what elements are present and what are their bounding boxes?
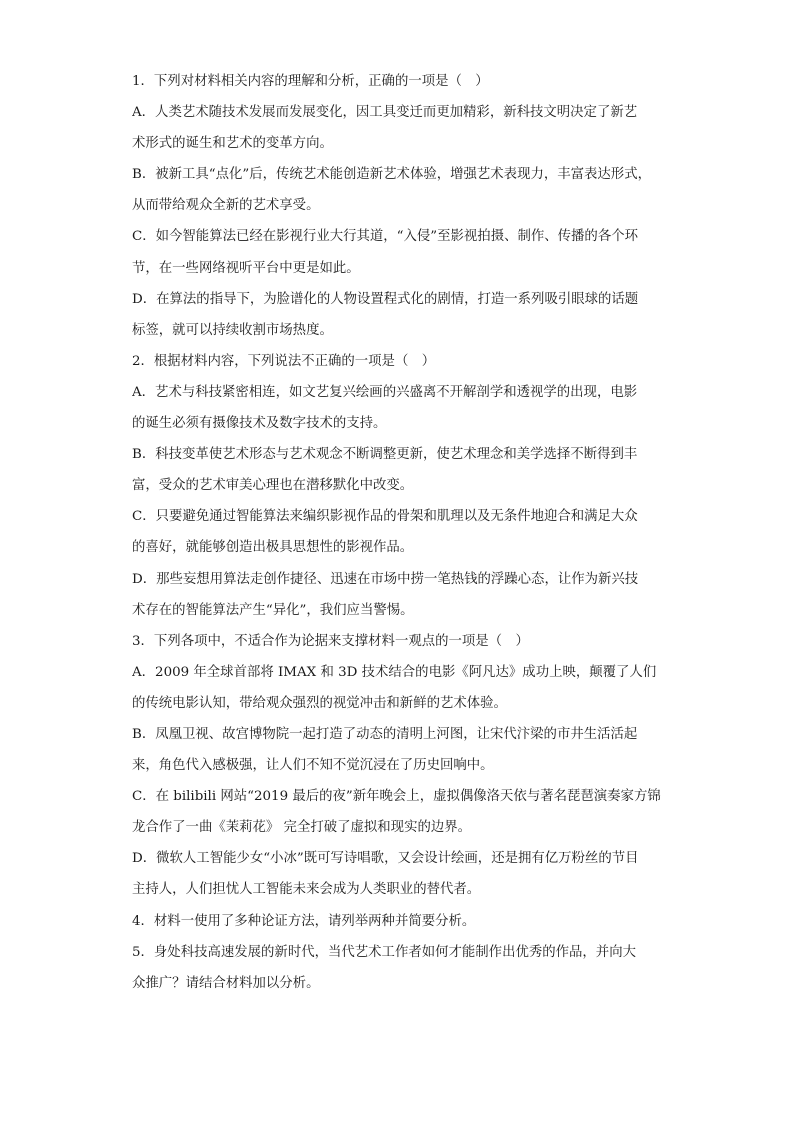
option-d-line: D．在算法的指导下，为脸谱化的人物设置程式化的剧情，打造一系列吸引眼球的话题 — [132, 291, 639, 307]
question-1 — [132, 66, 670, 346]
option-b-line: B．科技变革使艺术形态与艺术观念不断调整更新，使艺术理念和美学选择不断得到丰 — [132, 447, 638, 463]
question-stem-line: 5．身处科技高速发展的新时代，当代艺术工作者如何才能制作出优秀的作品，并向大 — [132, 944, 636, 960]
option-d-line: 主持人，人们担忧人工智能未来会成为人类职业的替代者。 — [132, 882, 481, 898]
option-a-line: 的传统电影认知，带给观众强烈的视觉冲击和新鲜的艺术体验。 — [132, 695, 507, 711]
option-a-line: A．2009 年全球首部将 IMAX 和 3D 技术结合的电影《阿凡达》成功上映，颠覆了人们 — [132, 664, 657, 680]
option-a-line: 的诞生必须有摄像技术及数字技术的支持。 — [132, 416, 387, 432]
option-c-line: C．如今智能算法已经在影视行业大行其道，“入侵”至影视拍摄、制作、传播的各个环 — [132, 229, 638, 245]
option-c-line: 的喜好，就能够创造出极具思想性的影视作品。 — [132, 540, 414, 556]
question-5 — [132, 937, 670, 999]
option-d-line: D．微软人工智能少女“小冰”既可写诗唱歌，又会设计绘画，还是拥有亿万粉丝的节目 — [132, 851, 639, 867]
option-c-line: 龙合作了一曲《茉莉花》 完全打破了虚拟和现实的边界。 — [132, 820, 472, 836]
option-b-line: 从而带给观众全新的艺术享受。 — [132, 198, 320, 214]
question-4 — [132, 906, 670, 937]
option-b-line: B．凤凰卫视、故宫博物院一起打造了动态的清明上河图，让宋代汴梁的市井生活活起 — [132, 726, 638, 742]
question-stem-line: 众推广？请结合材料加以分析。 — [132, 975, 320, 991]
option-d-line: D．那些妄想用算法走创作捷径、迅速在市场中捞一笔热钱的浮躁心态，让作为新兴技 — [132, 571, 639, 587]
option-c-line: C．只要避免通过智能算法来编织影视作品的骨架和肌理以及无条件地迎合和满足大众 — [132, 509, 638, 525]
question-stem-line: 1．下列对材料相关内容的理解和分析，正确的一项是（ ） — [132, 74, 489, 89]
option-d-line: 标签，就可以持续收割市场热度。 — [132, 322, 333, 338]
option-c-line: 节，在一些网络视听平台中更是如此。 — [132, 260, 360, 276]
question-3 — [132, 626, 670, 906]
question-stem-line: 4．材料一使用了多种论证方法，请列举两种并简要分析。 — [132, 913, 476, 929]
question-2 — [132, 346, 670, 626]
option-a-line: 术形式的诞生和艺术的变革方向。 — [132, 136, 333, 152]
option-a-line: A．艺术与科技紧密相连，如文艺复兴绘画的兴盛离不开解剖学和透视学的出现，电影 — [132, 384, 638, 400]
question-sheet — [132, 66, 670, 999]
option-c-line: C．在 bilibili 网站“2019 最后的夜”新年晚会上，虚拟偶像洛天依与著名琵琶演奏家方锦 — [132, 789, 661, 805]
option-b-line: 富，受众的艺术审美心理也在潜移默化中改变。 — [132, 478, 414, 494]
question-stem-line: 3．下列各项中，不适合作为论据来支撑材料一观点的一项是（ ） — [132, 633, 529, 649]
option-a-line: A．人类艺术随技术发展而发展变化，因工具变迁而更加精彩，新科技文明决定了新艺 — [132, 105, 638, 121]
question-stem-line: 2．根据材料内容，下列说法不正确的一项是（ ） — [132, 353, 436, 369]
option-d-line: 术存在的智能算法产生“异化”，我们应当警惕。 — [132, 602, 414, 618]
option-b-line: B．被新工具“点化”后，传统艺术能创造新艺术体验，增强艺术表现力，丰富表达形式， — [132, 167, 651, 183]
option-b-line: 来，角色代入感极强，让人们不知不觉沉浸在了历史回响中。 — [132, 758, 494, 774]
